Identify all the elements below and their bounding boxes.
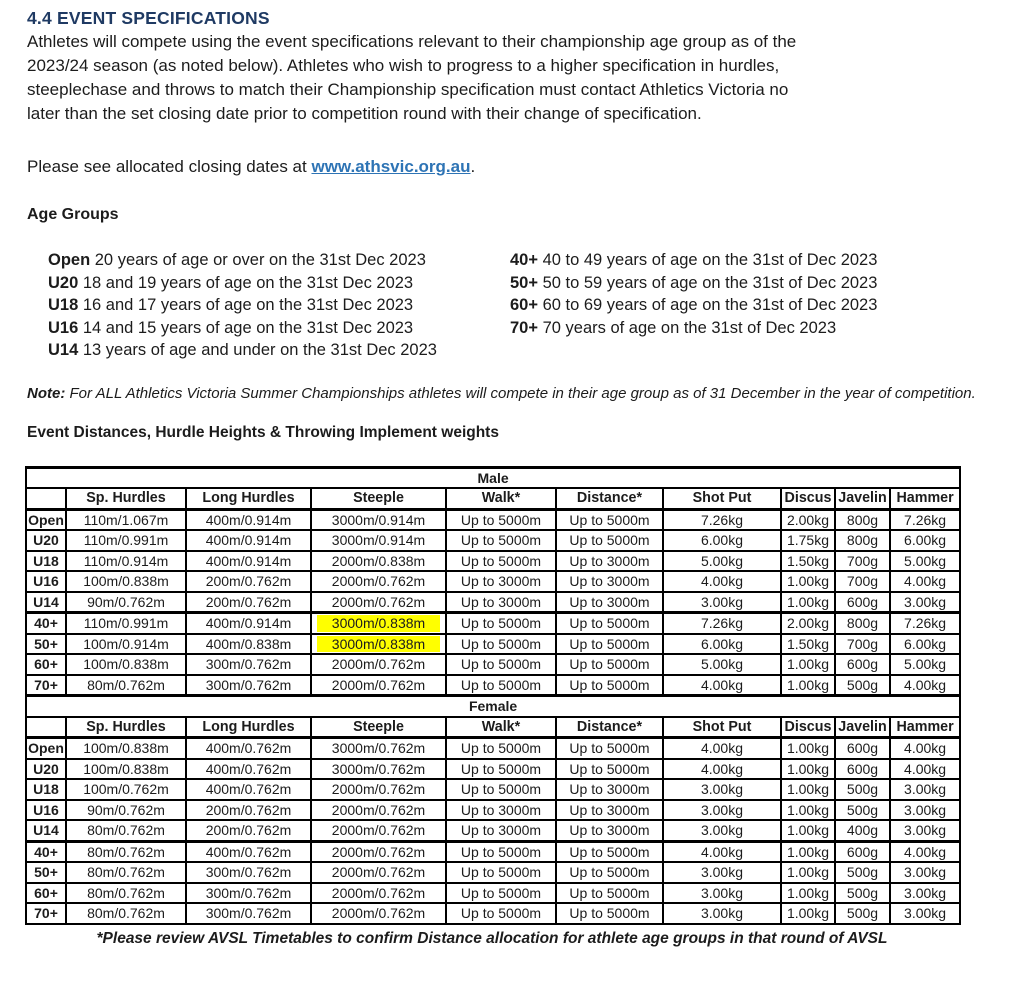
closing-dates-line: [27, 155, 997, 179]
age-group-cell: U20: [26, 759, 66, 780]
female-section-title: Female: [26, 696, 960, 717]
male-javelin-cell: 800g: [835, 613, 890, 634]
male-col-header-javelin: Javelin: [835, 488, 890, 509]
male-section-row: [26, 467, 960, 488]
male-row-open: [26, 509, 960, 530]
female-walk-cell: Up to 5000m: [446, 862, 556, 883]
age-group-description: 40 to 49 years of age on the 31st of Dec 2023: [538, 251, 878, 269]
male-section-title: Male: [26, 467, 960, 488]
male-sp-hurdles-cell: 110m/0.991m: [66, 530, 186, 551]
age-groups-column-left: [48, 249, 510, 362]
male-hammer-cell: 7.26kg: [890, 613, 960, 634]
male-steeple-cell: 2000m/0.762m: [311, 592, 446, 613]
female-hammer-cell: 4.00kg: [890, 841, 960, 862]
age-group-cell: Open: [26, 509, 66, 530]
male-walk-cell: Up to 5000m: [446, 530, 556, 551]
female-hammer-cell: 4.00kg: [890, 738, 960, 759]
female-hammer-cell: 4.00kg: [890, 759, 960, 780]
male-long-hurdles-cell: 400m/0.914m: [186, 530, 311, 551]
female-row-u14: [26, 820, 960, 841]
male-hammer-cell: 5.00kg: [890, 654, 960, 675]
male-col-header-distance: Distance*: [556, 488, 663, 509]
female-distance-cell: Up to 5000m: [556, 841, 663, 862]
male-discus-cell: 1.00kg: [781, 571, 835, 592]
male-sp-hurdles-cell: 110m/1.067m: [66, 509, 186, 530]
female-discus-cell: 1.00kg: [781, 841, 835, 862]
female-discus-cell: 1.00kg: [781, 759, 835, 780]
male-col-header-long-hurdles: Long Hurdles: [186, 488, 311, 509]
female-row-60plus: [26, 883, 960, 904]
male-steeple-cell: 2000m/0.762m: [311, 571, 446, 592]
male-shot-put-cell: 5.00kg: [663, 551, 781, 572]
female-hammer-cell: 3.00kg: [890, 862, 960, 883]
age-group-cell: U16: [26, 571, 66, 592]
female-steeple-cell: 2000m/0.762m: [311, 800, 446, 821]
age-group-label: 40+: [510, 251, 538, 269]
male-steeple-cell: 2000m/0.762m: [311, 675, 446, 696]
male-row-u18: [26, 551, 960, 572]
male-walk-cell: Up to 5000m: [446, 654, 556, 675]
table-title: Event Distances, Hurdle Heights & Throwing Implement weights: [27, 423, 499, 441]
female-row-u16: [26, 800, 960, 821]
age-group-definition: [510, 272, 997, 295]
female-walk-cell: Up to 5000m: [446, 841, 556, 862]
female-steeple-cell: 2000m/0.762m: [311, 841, 446, 862]
female-steeple-cell: 3000m/0.762m: [311, 738, 446, 759]
female-walk-cell: Up to 3000m: [446, 800, 556, 821]
female-long-hurdles-cell: 400m/0.762m: [186, 759, 311, 780]
age-group-cell: 40+: [26, 841, 66, 862]
age-group-cell: 70+: [26, 675, 66, 696]
note-label: Note:: [27, 384, 66, 402]
female-col-header-discus: Discus: [781, 717, 835, 738]
female-long-hurdles-cell: 400m/0.762m: [186, 779, 311, 800]
female-javelin-cell: 400g: [835, 820, 890, 841]
female-distance-cell: Up to 5000m: [556, 862, 663, 883]
male-long-hurdles-cell: 400m/0.914m: [186, 613, 311, 634]
female-sp-hurdles-cell: 100m/0.762m: [66, 779, 186, 800]
male-javelin-cell: 800g: [835, 530, 890, 551]
male-steeple-cell: [311, 634, 446, 655]
female-sp-hurdles-cell: 80m/0.762m: [66, 883, 186, 904]
male-walk-cell: Up to 5000m: [446, 551, 556, 572]
note-paragraph: [27, 383, 977, 405]
male-shot-put-cell: 4.00kg: [663, 675, 781, 696]
male-javelin-cell: 700g: [835, 571, 890, 592]
female-long-hurdles-cell: 400m/0.762m: [186, 738, 311, 759]
male-discus-cell: 2.00kg: [781, 509, 835, 530]
age-group-definition: [48, 317, 510, 340]
female-sp-hurdles-cell: 100m/0.838m: [66, 759, 186, 780]
female-steeple-cell: 2000m/0.762m: [311, 862, 446, 883]
male-row-60plus: [26, 654, 960, 675]
female-long-hurdles-cell: 200m/0.762m: [186, 820, 311, 841]
male-distance-cell: Up to 5000m: [556, 509, 663, 530]
note-text: For ALL Athletics Victoria Summer Championships athletes will compete in their age group as of 31 December in the year of competition.: [65, 384, 976, 402]
male-shot-put-cell: 4.00kg: [663, 571, 781, 592]
female-sp-hurdles-cell: 80m/0.762m: [66, 841, 186, 862]
female-distance-cell: Up to 5000m: [556, 759, 663, 780]
closing-dates-text: Please see allocated closing dates at: [27, 157, 312, 176]
age-group-definition: [48, 249, 510, 272]
age-group-label: U14: [48, 341, 79, 359]
age-groups-heading: Age Groups: [27, 206, 119, 223]
male-shot-put-cell: 3.00kg: [663, 592, 781, 613]
male-sp-hurdles-cell: 100m/0.914m: [66, 634, 186, 655]
female-shot-put-cell: 4.00kg: [663, 738, 781, 759]
age-group-description: 50 to 59 years of age on the 31st of Dec 2023: [538, 273, 878, 292]
male-javelin-cell: 700g: [835, 634, 890, 655]
female-javelin-cell: 600g: [835, 738, 890, 759]
male-walk-cell: Up to 5000m: [446, 634, 556, 655]
age-group-label: 70+: [510, 318, 538, 337]
male-row-40plus: [26, 613, 960, 634]
female-discus-cell: 1.00kg: [781, 800, 835, 821]
female-discus-cell: 1.00kg: [781, 903, 835, 924]
age-group-cell: U14: [26, 820, 66, 841]
male-sp-hurdles-cell: 80m/0.762m: [66, 675, 186, 696]
age-group-cell: 60+: [26, 654, 66, 675]
age-group-label: U16: [48, 318, 79, 337]
male-long-hurdles-cell: 400m/0.914m: [186, 551, 311, 572]
age-group-definition: [48, 339, 510, 362]
male-discus-cell: 1.50kg: [781, 551, 835, 572]
intro-line: steeplechase and throws to match their Championship specification must contact Athletics Victoria no: [27, 80, 789, 99]
age-group-cell: 50+: [26, 862, 66, 883]
age-group-description: 70 years of age on the 31st of Dec 2023: [538, 318, 837, 337]
age-group-label: 60+: [510, 296, 538, 314]
female-javelin-cell: 600g: [835, 841, 890, 862]
female-long-hurdles-cell: 400m/0.762m: [186, 841, 311, 862]
age-group-description: 14 and 15 years of age on the 31st Dec 2023: [78, 318, 414, 337]
female-walk-cell: Up to 3000m: [446, 820, 556, 841]
male-row-u20: [26, 530, 960, 551]
intro-line: Athletes will compete using the event specifications relevant to their championship age group as of the: [27, 32, 797, 51]
intro-line: later than the set closing date prior to competition round with their change of specification.: [27, 104, 702, 123]
female-shot-put-cell: 3.00kg: [663, 800, 781, 821]
age-group-label: U18: [48, 296, 79, 314]
female-distance-cell: Up to 5000m: [556, 883, 663, 904]
male-sp-hurdles-cell: 110m/0.991m: [66, 613, 186, 634]
female-walk-cell: Up to 5000m: [446, 903, 556, 924]
female-col-header-age: [26, 717, 66, 738]
female-hammer-cell: 3.00kg: [890, 800, 960, 821]
female-row-50plus: [26, 862, 960, 883]
female-shot-put-cell: 3.00kg: [663, 779, 781, 800]
age-group-cell: 70+: [26, 903, 66, 924]
female-shot-put-cell: 3.00kg: [663, 883, 781, 904]
female-steeple-cell: 2000m/0.762m: [311, 779, 446, 800]
female-distance-cell: Up to 3000m: [556, 800, 663, 821]
female-sp-hurdles-cell: 80m/0.762m: [66, 903, 186, 924]
age-group-cell: U20: [26, 530, 66, 551]
age-group-definition: [510, 294, 997, 317]
age-group-cell: 40+: [26, 613, 66, 634]
female-sp-hurdles-cell: 80m/0.762m: [66, 862, 186, 883]
male-javelin-cell: 800g: [835, 509, 890, 530]
female-walk-cell: Up to 5000m: [446, 738, 556, 759]
male-row-u16: [26, 571, 960, 592]
male-discus-cell: 1.75kg: [781, 530, 835, 551]
male-shot-put-cell: 7.26kg: [663, 509, 781, 530]
age-group-description: 16 and 17 years of age on the 31st Dec 2023: [78, 296, 414, 314]
age-group-description: 18 and 19 years of age on the 31st Dec 2023: [78, 273, 414, 292]
female-javelin-cell: 500g: [835, 800, 890, 821]
male-long-hurdles-cell: 300m/0.762m: [186, 654, 311, 675]
male-sp-hurdles-cell: 90m/0.762m: [66, 592, 186, 613]
male-hammer-cell: 6.00kg: [890, 634, 960, 655]
male-distance-cell: Up to 3000m: [556, 551, 663, 572]
athsvic-link[interactable]: www.athsvic.org.au: [311, 157, 471, 176]
male-shot-put-cell: 5.00kg: [663, 654, 781, 675]
male-long-hurdles-cell: 400m/0.914m: [186, 509, 311, 530]
male-distance-cell: Up to 5000m: [556, 613, 663, 634]
male-long-hurdles-cell: 200m/0.762m: [186, 592, 311, 613]
male-hammer-cell: 5.00kg: [890, 551, 960, 572]
female-javelin-cell: 500g: [835, 779, 890, 800]
age-group-cell: 60+: [26, 883, 66, 904]
age-group-description: 60 to 69 years of age on the 31st of Dec 2023: [538, 296, 878, 314]
male-steeple-cell: 3000m/0.914m: [311, 530, 446, 551]
male-steeple-cell: 2000m/0.838m: [311, 551, 446, 572]
age-group-cell: 50+: [26, 634, 66, 655]
male-sp-hurdles-cell: 110m/0.914m: [66, 551, 186, 572]
female-row-70plus: [26, 903, 960, 924]
female-discus-cell: 1.00kg: [781, 883, 835, 904]
male-discus-cell: 1.00kg: [781, 592, 835, 613]
male-long-hurdles-cell: 400m/0.838m: [186, 634, 311, 655]
female-walk-cell: Up to 5000m: [446, 883, 556, 904]
male-discus-cell: 2.00kg: [781, 613, 835, 634]
female-col-header-steeple: Steeple: [311, 717, 446, 738]
age-groups-column-right: [510, 249, 997, 362]
age-groups-list: [48, 249, 997, 362]
female-long-hurdles-cell: 200m/0.762m: [186, 800, 311, 821]
male-walk-cell: Up to 3000m: [446, 592, 556, 613]
male-hammer-cell: 7.26kg: [890, 509, 960, 530]
age-group-definition: [510, 249, 997, 272]
male-discus-cell: 1.00kg: [781, 654, 835, 675]
male-sp-hurdles-cell: 100m/0.838m: [66, 654, 186, 675]
female-section-row: [26, 696, 960, 717]
male-hammer-cell: 4.00kg: [890, 571, 960, 592]
age-group-cell: U16: [26, 800, 66, 821]
female-long-hurdles-cell: 300m/0.762m: [186, 862, 311, 883]
male-long-hurdles-cell: 200m/0.762m: [186, 571, 311, 592]
female-row-u20: [26, 759, 960, 780]
male-hammer-cell: 3.00kg: [890, 592, 960, 613]
male-walk-cell: Up to 5000m: [446, 509, 556, 530]
male-shot-put-cell: 7.26kg: [663, 613, 781, 634]
female-shot-put-cell: 4.00kg: [663, 759, 781, 780]
age-group-cell: U18: [26, 551, 66, 572]
female-long-hurdles-cell: 300m/0.762m: [186, 883, 311, 904]
male-shot-put-cell: 6.00kg: [663, 634, 781, 655]
female-row-40plus: [26, 841, 960, 862]
male-discus-cell: 1.00kg: [781, 675, 835, 696]
male-distance-cell: Up to 3000m: [556, 571, 663, 592]
male-row-70plus: [26, 675, 960, 696]
intro-paragraph: [27, 30, 997, 126]
male-hammer-cell: 6.00kg: [890, 530, 960, 551]
female-col-header-distance: Distance*: [556, 717, 663, 738]
female-discus-cell: 1.00kg: [781, 862, 835, 883]
closing-dates-period: .: [470, 157, 476, 176]
male-col-header-walk: Walk*: [446, 488, 556, 509]
female-steeple-cell: 3000m/0.762m: [311, 759, 446, 780]
male-distance-cell: Up to 5000m: [556, 634, 663, 655]
female-header-row: [26, 717, 960, 738]
age-group-cell: U14: [26, 592, 66, 613]
highlighted-value: 3000m/0.838m: [317, 615, 440, 632]
female-discus-cell: 1.00kg: [781, 779, 835, 800]
female-discus-cell: 1.00kg: [781, 820, 835, 841]
female-col-header-hammer: Hammer: [890, 717, 960, 738]
male-distance-cell: Up to 5000m: [556, 675, 663, 696]
age-group-label: U20: [48, 273, 79, 292]
male-steeple-cell: [311, 613, 446, 634]
female-steeple-cell: 2000m/0.762m: [311, 903, 446, 924]
section-heading: 4.4 EVENT SPECIFICATIONS: [27, 8, 270, 28]
male-col-header-shot-put: Shot Put: [663, 488, 781, 509]
female-row-open: [26, 738, 960, 759]
male-distance-cell: Up to 5000m: [556, 530, 663, 551]
intro-line: 2023/24 season (as noted below). Athletes who wish to progress to a higher specification in hurdles,: [27, 56, 780, 75]
female-shot-put-cell: 3.00kg: [663, 820, 781, 841]
male-sp-hurdles-cell: 100m/0.838m: [66, 571, 186, 592]
male-col-header-age: [26, 488, 66, 509]
male-col-header-sp-hurdles: Sp. Hurdles: [66, 488, 186, 509]
female-distance-cell: Up to 5000m: [556, 903, 663, 924]
age-group-definition: [510, 317, 997, 340]
female-steeple-cell: 2000m/0.762m: [311, 820, 446, 841]
age-group-description: 20 years of age or over on the 31st Dec 2023: [90, 251, 426, 269]
female-sp-hurdles-cell: 90m/0.762m: [66, 800, 186, 821]
male-distance-cell: Up to 5000m: [556, 654, 663, 675]
male-header-row: [26, 488, 960, 509]
female-discus-cell: 1.00kg: [781, 738, 835, 759]
male-row-50plus: [26, 634, 960, 655]
female-long-hurdles-cell: 300m/0.762m: [186, 903, 311, 924]
female-col-header-javelin: Javelin: [835, 717, 890, 738]
male-steeple-cell: 2000m/0.762m: [311, 654, 446, 675]
age-group-label: Open: [48, 251, 91, 269]
female-javelin-cell: 500g: [835, 903, 890, 924]
female-javelin-cell: 600g: [835, 759, 890, 780]
age-group-description: 13 years of age and under on the 31st Dec 2023: [78, 341, 437, 359]
age-group-cell: U18: [26, 779, 66, 800]
male-javelin-cell: 500g: [835, 675, 890, 696]
female-hammer-cell: 3.00kg: [890, 820, 960, 841]
female-hammer-cell: 3.00kg: [890, 779, 960, 800]
female-shot-put-cell: 3.00kg: [663, 903, 781, 924]
female-col-header-sp-hurdles: Sp. Hurdles: [66, 717, 186, 738]
female-col-header-long-hurdles: Long Hurdles: [186, 717, 311, 738]
female-hammer-cell: 3.00kg: [890, 883, 960, 904]
male-javelin-cell: 600g: [835, 654, 890, 675]
age-group-definition: [48, 272, 510, 295]
male-steeple-cell: 3000m/0.914m: [311, 509, 446, 530]
age-group-definition: [48, 294, 510, 317]
female-sp-hurdles-cell: 80m/0.762m: [66, 820, 186, 841]
female-distance-cell: Up to 3000m: [556, 779, 663, 800]
male-javelin-cell: 600g: [835, 592, 890, 613]
male-walk-cell: Up to 5000m: [446, 613, 556, 634]
female-walk-cell: Up to 5000m: [446, 759, 556, 780]
female-javelin-cell: 500g: [835, 862, 890, 883]
male-walk-cell: Up to 5000m: [446, 675, 556, 696]
male-hammer-cell: 4.00kg: [890, 675, 960, 696]
female-distance-cell: Up to 5000m: [556, 738, 663, 759]
female-col-header-shot-put: Shot Put: [663, 717, 781, 738]
female-hammer-cell: 3.00kg: [890, 903, 960, 924]
male-row-u14: [26, 592, 960, 613]
male-shot-put-cell: 6.00kg: [663, 530, 781, 551]
female-steeple-cell: 2000m/0.762m: [311, 883, 446, 904]
male-col-header-discus: Discus: [781, 488, 835, 509]
male-javelin-cell: 700g: [835, 551, 890, 572]
age-group-cell: Open: [26, 738, 66, 759]
specifications-table: [25, 466, 961, 925]
female-javelin-cell: 500g: [835, 883, 890, 904]
male-discus-cell: 1.50kg: [781, 634, 835, 655]
male-long-hurdles-cell: 300m/0.762m: [186, 675, 311, 696]
avsl-footnote: *Please review AVSL Timetables to confirm Distance allocation for athlete age groups in that round of AVSL: [96, 929, 888, 947]
highlighted-value: 3000m/0.838m: [317, 636, 440, 653]
female-row-u18: [26, 779, 960, 800]
female-col-header-walk: Walk*: [446, 717, 556, 738]
female-shot-put-cell: 3.00kg: [663, 862, 781, 883]
female-distance-cell: Up to 3000m: [556, 820, 663, 841]
female-walk-cell: Up to 5000m: [446, 779, 556, 800]
female-shot-put-cell: 4.00kg: [663, 841, 781, 862]
male-distance-cell: Up to 3000m: [556, 592, 663, 613]
male-col-header-steeple: Steeple: [311, 488, 446, 509]
male-col-header-hammer: Hammer: [890, 488, 960, 509]
female-sp-hurdles-cell: 100m/0.838m: [66, 738, 186, 759]
age-group-label: 50+: [510, 273, 538, 292]
male-walk-cell: Up to 3000m: [446, 571, 556, 592]
